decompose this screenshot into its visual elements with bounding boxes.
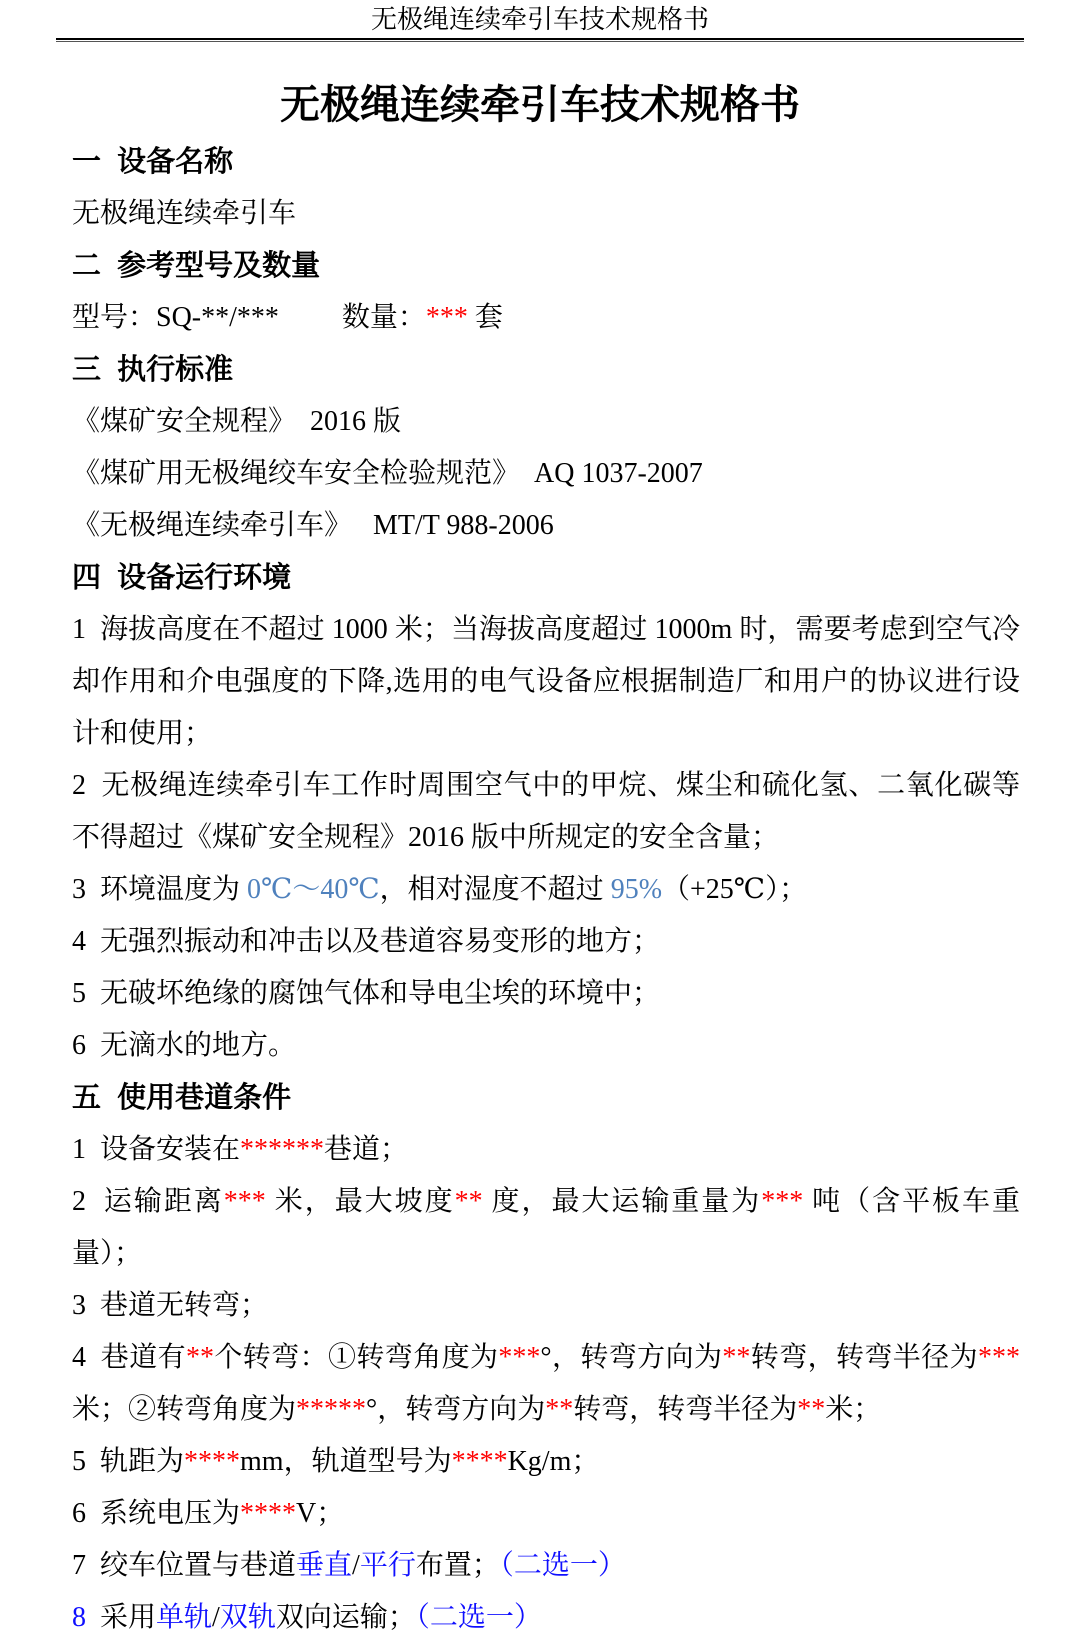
text-run: 米，最大坡度 bbox=[265, 1186, 455, 1217]
paragraph bbox=[72, 1124, 1020, 1176]
text-run-red: **** bbox=[240, 1498, 297, 1529]
text-run-blue: 单轨 bbox=[156, 1602, 213, 1633]
paragraph bbox=[72, 864, 1020, 916]
paragraph bbox=[72, 1488, 1020, 1540]
header-rule bbox=[56, 38, 1024, 42]
text-run: 3 环境温度为 bbox=[72, 874, 248, 905]
text-run-blue: 平行 bbox=[359, 1550, 416, 1581]
text-run: °，转弯方向为 bbox=[366, 1394, 546, 1425]
paragraph bbox=[72, 1176, 1020, 1280]
text-run: 1 海拔高度在不超过 1000 米；当海拔高度超过 1000m 时，需要考虑到空气冷却作用和介电强度的下降,选用的电气设备应根据制造厂和用户的协议进行设计和使用； bbox=[72, 614, 1020, 749]
text-run-red: *** bbox=[425, 302, 468, 333]
text-run: 3 巷道无转弯； bbox=[72, 1290, 269, 1321]
text-run-red: ****** bbox=[240, 1134, 325, 1165]
header-rule-thin-line bbox=[56, 41, 1024, 42]
paragraph bbox=[72, 1592, 1020, 1644]
text-run: 巷道； bbox=[324, 1134, 409, 1165]
text-run-red: ** bbox=[454, 1186, 483, 1217]
text-run-red: *** bbox=[977, 1342, 1020, 1373]
text-run: 吨（含平板车重量）； bbox=[72, 1186, 1020, 1269]
document-title: 无极绳连续牵引车技术规格书 bbox=[280, 83, 800, 127]
text-run: 6 无滴水的地方。 bbox=[72, 1030, 297, 1061]
text-run: 双向运输； bbox=[275, 1602, 416, 1633]
text-run: （+25℃）； bbox=[662, 874, 808, 905]
text-run-red: ** bbox=[186, 1342, 214, 1373]
text-run: 二 参考型号及数量 bbox=[72, 250, 321, 282]
text-run-softblue: 0℃～40℃ bbox=[247, 874, 380, 905]
paragraph bbox=[72, 1020, 1020, 1072]
text-run: 6 系统电压为 bbox=[72, 1498, 241, 1529]
text-run: 无极绳连续牵引车 bbox=[72, 198, 297, 229]
text-run-red: *** bbox=[498, 1342, 541, 1373]
text-run: V； bbox=[296, 1498, 345, 1529]
text-run: 2 运输距离 bbox=[72, 1186, 224, 1217]
paragraph bbox=[72, 396, 1020, 448]
text-run-red: ***** bbox=[296, 1394, 367, 1425]
paragraph bbox=[72, 448, 1020, 500]
text-run: mm，轨道型号为 bbox=[240, 1446, 452, 1477]
text-run: 《无极绳连续牵引车》 MT/T 988-2006 bbox=[72, 510, 554, 541]
paragraph bbox=[72, 500, 1020, 552]
text-run-red: ** bbox=[545, 1394, 574, 1425]
text-run-red: *** bbox=[223, 1186, 266, 1217]
text-run-red: **** bbox=[451, 1446, 508, 1477]
text-run: / bbox=[352, 1550, 360, 1581]
text-run-red: *** bbox=[761, 1186, 804, 1217]
text-run: Kg/m； bbox=[507, 1446, 600, 1477]
text-run: 布置； bbox=[415, 1550, 500, 1581]
text-run-softblue: 95% bbox=[610, 874, 663, 905]
section-heading bbox=[72, 552, 1020, 604]
text-run: 米； bbox=[825, 1394, 882, 1425]
text-run-blue: （二选一） bbox=[415, 1602, 542, 1633]
text-run: / bbox=[212, 1602, 220, 1633]
paragraph bbox=[72, 760, 1020, 864]
text-run: 采用 bbox=[86, 1602, 157, 1633]
text-run: 套 bbox=[467, 302, 503, 333]
text-run: 《煤矿安全规程》 2016 版 bbox=[72, 406, 402, 437]
paragraph bbox=[72, 1332, 1020, 1436]
text-run-blue: 8 bbox=[72, 1602, 86, 1633]
text-run: 度，最大运输重量为 bbox=[482, 1186, 762, 1217]
text-run: 2 无极绳连续牵引车工作时周围空气中的甲烷、煤尘和硫化氢、二氧化碳等不得超过《煤矿安全规程》2016 版中所规定的安全含量； bbox=[72, 770, 1020, 853]
paragraph bbox=[72, 916, 1020, 968]
text-run: 《煤矿用无极绳绞车安全检验规范》 AQ 1037-2007 bbox=[72, 458, 703, 489]
text-run-red: ** bbox=[797, 1394, 826, 1425]
text-run: 4 巷道有 bbox=[72, 1342, 186, 1373]
paragraph bbox=[72, 188, 1020, 240]
text-run-red: ** bbox=[722, 1342, 751, 1373]
paragraph bbox=[72, 292, 1020, 344]
paragraph bbox=[72, 1280, 1020, 1332]
text-run: 型号：SQ-**/*** 数量： bbox=[72, 302, 426, 333]
page-header bbox=[0, 0, 1080, 42]
paragraph bbox=[72, 968, 1020, 1020]
paragraph bbox=[72, 1436, 1020, 1488]
text-run: 个转弯：①转弯角度为 bbox=[214, 1342, 499, 1373]
paragraph bbox=[72, 1540, 1020, 1592]
text-run: 7 绞车位置与巷道 bbox=[72, 1550, 297, 1581]
text-run-blue: （二选一） bbox=[499, 1550, 626, 1581]
text-run: ，相对湿度不超过 bbox=[379, 874, 611, 905]
section-heading bbox=[72, 1072, 1020, 1124]
text-run: 转弯，转弯半径为 bbox=[573, 1394, 798, 1425]
page-header-text: 无极绳连续牵引车技术规格书 bbox=[370, 5, 709, 34]
text-run: 4 无强烈振动和冲击以及巷道容易变形的地方； bbox=[72, 926, 661, 957]
text-run: °，转弯方向为 bbox=[540, 1342, 723, 1373]
header-rule-thick-line bbox=[56, 38, 1024, 40]
text-run: 5 无破坏绝缘的腐蚀气体和导电尘埃的环境中； bbox=[72, 978, 661, 1009]
text-run-blue: 双轨 bbox=[219, 1602, 276, 1633]
document-body bbox=[0, 136, 1080, 1644]
text-run: 转弯，转弯半径为 bbox=[750, 1342, 978, 1373]
text-run-blue: 垂直 bbox=[296, 1550, 353, 1581]
text-run: 5 轨距为 bbox=[72, 1446, 185, 1477]
text-run: 1 设备安装在 bbox=[72, 1134, 241, 1165]
section-heading bbox=[72, 136, 1020, 188]
section-heading bbox=[72, 344, 1020, 396]
paragraph bbox=[72, 604, 1020, 760]
section-heading bbox=[72, 240, 1020, 292]
text-run: 一 设备名称 bbox=[72, 146, 234, 178]
text-run: 四 设备运行环境 bbox=[72, 562, 292, 594]
text-run: 米；②转弯角度为 bbox=[72, 1394, 297, 1425]
text-run: 三 执行标准 bbox=[72, 354, 234, 386]
text-run: 五 使用巷道条件 bbox=[72, 1082, 292, 1114]
text-run-red: **** bbox=[184, 1446, 241, 1477]
